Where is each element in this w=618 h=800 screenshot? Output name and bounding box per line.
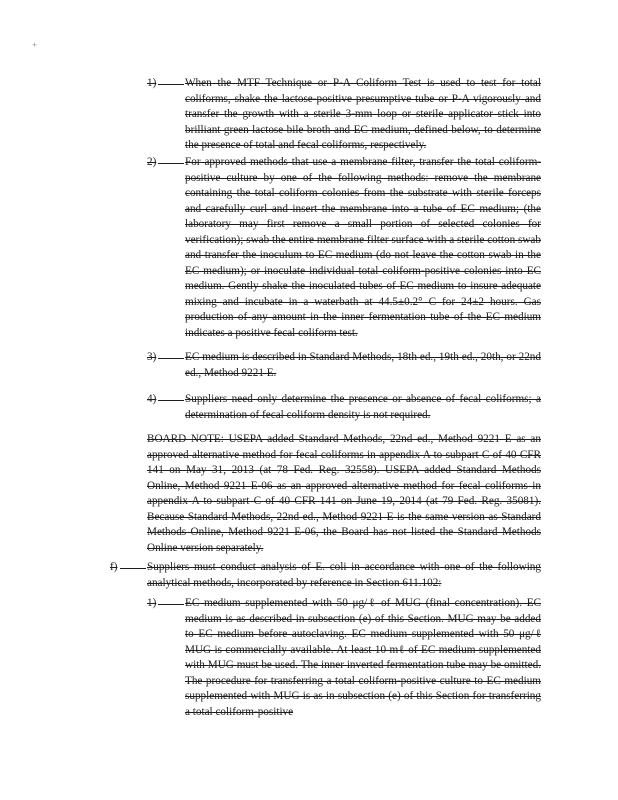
board-note: BOARD NOTE: USEPA added Standard Methods, 22nd ed., Method 9221 E as an approved alternative method for fecal coliforms in appendix A to subpart C of 40 CFR 141 on May 31, 2013 (at 78 Fed. Reg. 32558). USEPA added Standard Methods Online, Method 9221 E-06 as an approved alternative method for fecal coliforms in appendix A to subpart C of 40 CFR 141 on June 19, 2014 (at 79 Fed. Reg. 35081). Because Standard Methods, 22nd ed., Method 9221 E is the same version as Standard Methods Online, Method 9221 E-06, the Board has not listed the Standard Methods Online version separately. — [147, 433, 541, 554]
item-leader-line — [158, 604, 184, 605]
item-leader-line — [158, 163, 184, 164]
item-number: 3) — [147, 351, 157, 363]
item-leader-line — [158, 84, 184, 85]
section-number: f) — [110, 561, 118, 573]
item-text: Suppliers need only determine the presence or absence of fecal coliforms; a determination of fecal coliform density is not required. — [185, 393, 541, 421]
section-leader-line — [120, 568, 146, 569]
item-number: 2) — [147, 156, 157, 168]
item-leader-line — [158, 358, 184, 359]
item-text: For approved methods that use a membrane filter, transfer the total coliform-positive culture by one of the following methods: remove the membrane containing the total coliform colonies from the substrate with sterile forceps and carefully curl and insert the membrane into a tube of EC medium; (the laboratory may first remove a small portion of selected colonies for verification); swab the entire membrane filter surface with a sterile cotton swab and transfer the inoculum to EC medium (do not leave the cotton swab in the EC medium); or inoculate individual total coliform-positive colonies into EC medium. Gently shake the inoculated tubes of EC medium to insure adequate mixing and incubate in a waterbath at 44.5±0.2° C for 24±2 hours. Gas production of any amount in the inner fermentation tube of the EC medium indicates a positive fecal coliform test. — [185, 156, 541, 339]
item-number: 1) — [147, 77, 157, 89]
item-text: EC medium supplemented with 50 μg/ℓ of MUG (final concentration). EC medium is as described in subsection (e) of this Section. MUG may be added to EC medium before autoclaving. EC medium supplemented with 50 μg/ℓ MUG is commercially available. At least 10 mℓ of EC medium supplemented with MUG must be used. The inner inverted fermentation tube may be omitted. The procedure for transferring a total coliform-positive culture to EC medium supplemented with MUG is as in subsection (e) of this Section for transferring a total coliform-positive — [185, 597, 541, 718]
item-text: When the MTF Technique or P-A Coliform Test is used to test for total coliforms, shake the lactose-positive presumptive tube or P-A vigorously and transfer the growth with a sterile 3-mm loop or sterile applicator stick into brilliant green lactose bile broth and EC medium, defined below, to determine the presence of total and fecal coliforms, respectively. — [185, 77, 541, 151]
margin-mark: + — [32, 40, 38, 50]
section-text: Suppliers must conduct analysis of E. coli in accordance with one of the following analytical methods, incorporated by reference in Section 611.102: — [147, 561, 541, 589]
item-number: 1) — [147, 597, 157, 609]
item-number: 4) — [147, 393, 157, 405]
item-text: EC medium is described in Standard Methods, 18th ed., 19th ed., 20th, or 22nd ed., Method 9221 E. — [185, 351, 541, 379]
item-leader-line — [158, 400, 184, 401]
